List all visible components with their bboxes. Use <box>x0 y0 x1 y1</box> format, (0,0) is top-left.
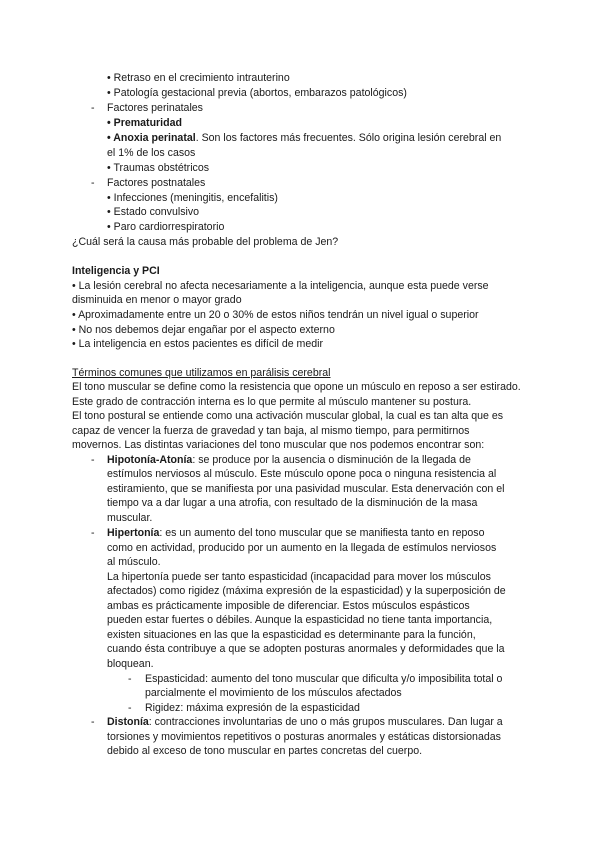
postnatal-item: • Paro cardiorrespiratorio <box>107 221 225 233</box>
prenatal-item: • Patología gestacional previa (abortos, embarazos patológicos) <box>107 87 407 99</box>
hipotonia-text: : se produce por la ausencia o disminución de la llegada de <box>192 454 471 466</box>
intelligence-line: disminuida en menor o mayor grado <box>72 294 242 306</box>
hipertonia-line: al músculo. <box>107 556 161 568</box>
hipertonia-line: cuando ésta contribuye a que se adopten posturas anormales y deformidades que la <box>107 643 505 655</box>
perinatal-anoxia <box>107 131 501 145</box>
terms-intro-line: El tono muscular se define como la resistencia que opone un músculo en reposo a ser estirado. <box>72 381 521 393</box>
prenatal-item: • Retraso en el crecimiento intrauterino <box>107 72 290 84</box>
intelligence-line: • Aproximadamente entre un 20 o 30% de estos niños tendrán un nivel igual o superior <box>72 309 479 321</box>
hipertonia-line: La hipertonía puede ser tanto espasticidad (incapacidad para mover los músculos <box>107 571 491 583</box>
distonia-line: debido al exceso de tono muscular en partes concretas del cuerpo. <box>107 745 423 757</box>
hipertonia-line: afectados) como rigidez (máxima expresión de la espasticidad) y la superposición de <box>107 585 506 597</box>
terms-intro-line: Este grado de contracción interna es lo que permite al músculo mantener su postura. <box>72 396 472 408</box>
hipertonia-line: como en actividad, producido por un aumento en la llegada de estímulos nerviosos <box>107 542 497 554</box>
hipotonia-first-line <box>107 453 471 467</box>
distonia-label: Distonía <box>107 716 149 728</box>
list-dash: - <box>128 673 132 685</box>
question: ¿Cuál será la causa más probable del problema de Jen? <box>72 236 339 248</box>
list-dash: - <box>91 102 95 114</box>
hipertonia-label: Hipertonía <box>107 527 160 539</box>
postnatal-title: Factores postnatales <box>107 177 206 189</box>
distonia-text: : contracciones involuntarias de uno o más grupos musculares. Dan lugar a <box>148 716 503 728</box>
hipotonia-label: Hipotonía-Atonía <box>107 454 193 466</box>
section-title-intelligence: Inteligencia y PCI <box>72 265 160 277</box>
hipertonia-text: : es un aumento del tono muscular que se manifiesta tanto en reposo <box>159 527 485 539</box>
hipotonia-line: tiempo va a dar lugar a una atrofia, con resultado de la disminución de la masa <box>107 497 478 509</box>
section-title-terms: Términos comunes que utilizamos en parálisis cerebral <box>72 367 331 379</box>
postnatal-item: • Infecciones (meningitis, encefalitis) <box>107 192 278 204</box>
distonia-line: torsiones y movimientos repetitivos o posturas anormales y estáticas distorsionadas <box>107 731 501 743</box>
terms-intro-line: El tono postural se entiende como una activación muscular global, la cual es tan alta que es <box>72 410 504 422</box>
hipertonia-line: existen situaciones en las que la espasticidad es determinante para la función, <box>107 629 476 641</box>
list-dash: - <box>91 177 95 189</box>
anoxia-label: • Anoxia perinatal <box>107 132 196 144</box>
terms-intro-line: capaz de vencer la fuerza de gravedad y tan baja, al mismo tiempo, para permitirnos <box>72 425 470 437</box>
list-dash: - <box>91 527 95 539</box>
hipotonia-line: estímulos nerviosos al músculo. Este músculo opone poca o ninguna resistencia al <box>107 468 497 480</box>
list-dash: - <box>91 716 95 728</box>
perinatal-title: Factores perinatales <box>107 102 203 114</box>
espasticidad-line: parcialmente el movimiento de los músculos afectados <box>145 687 402 699</box>
hipotonia-line: muscular. <box>107 512 153 524</box>
intelligence-line: • La inteligencia en estos pacientes es difícil de medir <box>72 338 324 350</box>
perinatal-prematuridad: • Prematuridad <box>107 117 182 129</box>
list-dash: - <box>91 454 95 466</box>
postnatal-item: • Estado convulsivo <box>107 206 200 218</box>
hipertonia-line: bloquean. <box>107 658 154 670</box>
terms-intro-line: movernos. Las distintas variaciones del tono muscular que nos podemos encontrar son: <box>72 439 485 451</box>
hipertonia-first-line <box>107 526 484 540</box>
hipertonia-line: ambas es prácticamente imposible de diferenciar. Estos músculos espásticos <box>107 600 470 612</box>
intelligence-line: • No nos debemos dejar engañar por el aspecto externo <box>72 324 335 336</box>
list-dash: - <box>128 702 132 714</box>
anoxia-text: . Son los factores más frecuentes. Sólo origina lesión cerebral en <box>195 132 502 144</box>
perinatal-anoxia-cont: el 1% de los casos <box>107 147 196 159</box>
hipotonia-line: estiramiento, que se manifiesta por una pasividad muscular. Esta denervación con el <box>107 483 505 495</box>
perinatal-traumas: • Traumas obstétricos <box>107 162 210 174</box>
hipertonia-line: pueden estar fuertes o débiles. Aunque la espasticidad no tiene tanta importancia, <box>107 614 493 626</box>
espasticidad-line: Espasticidad: aumento del tono muscular que dificulta y/o imposibilita total o <box>145 673 503 685</box>
intelligence-line: • La lesión cerebral no afecta necesariamente a la inteligencia, aunque esta puede verse <box>72 280 489 292</box>
distonia-first-line <box>107 715 503 729</box>
rigidez-line: Rigidez: máxima expresión de la espasticidad <box>145 702 360 714</box>
